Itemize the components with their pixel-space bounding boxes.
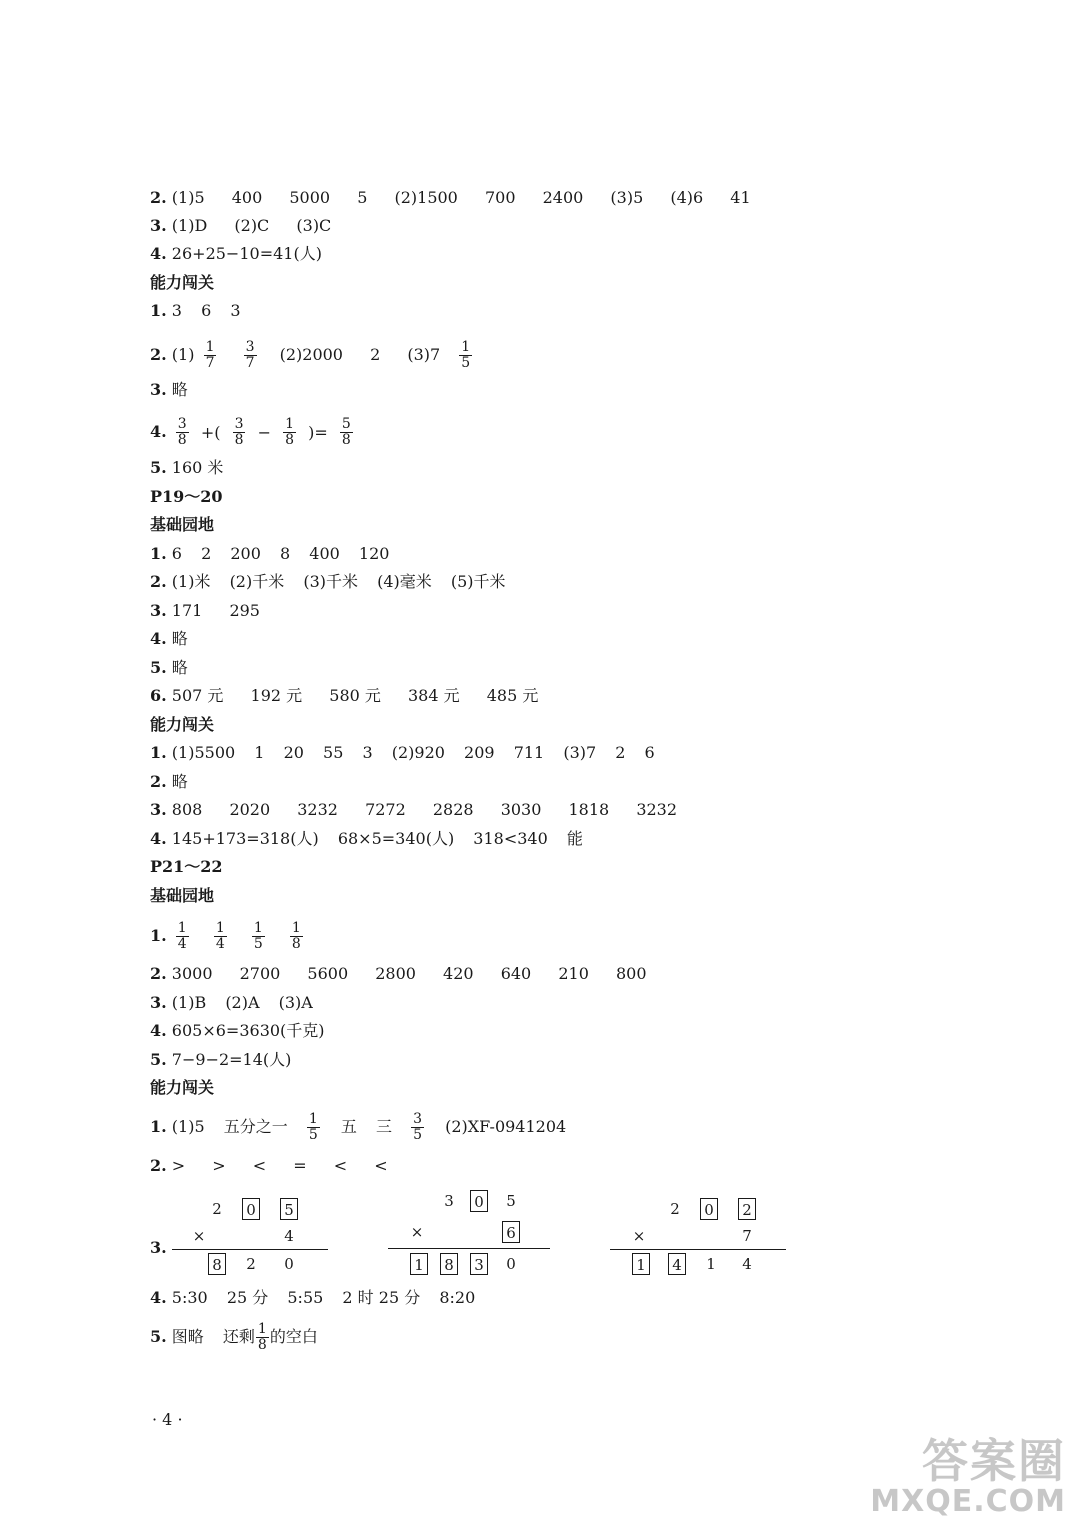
vertical-multiplication xyxy=(172,1192,332,1282)
item-number: 3. xyxy=(150,1238,167,1257)
answer-equation: 145+173=318(人) xyxy=(171,829,319,848)
item-number: 1. xyxy=(150,301,167,320)
boxed-digit: 3 xyxy=(470,1253,488,1275)
fraction xyxy=(283,417,296,448)
answer-value: 3 xyxy=(230,301,241,320)
answer-value: (5)千米 xyxy=(450,572,506,591)
page-range-heading: P21～22 xyxy=(150,857,223,876)
numerator: 1 xyxy=(215,920,225,936)
fraction xyxy=(244,340,257,371)
times-sign: × xyxy=(632,1227,646,1245)
item-number: 6. xyxy=(150,686,167,705)
boxed-digit: 1 xyxy=(410,1253,428,1275)
answer-value: 384 元 xyxy=(408,686,460,705)
operator: +( xyxy=(200,422,221,442)
answer-equation: 605×6=3630(千克) xyxy=(171,1021,325,1040)
answer-value: (2)C xyxy=(234,216,270,235)
answer-line xyxy=(150,338,476,372)
answer-equation: 7−9−2=14(人) xyxy=(171,1050,292,1069)
item-number: 2. xyxy=(150,345,167,364)
answer-comparison: 318<340 xyxy=(473,829,548,848)
digit: 0 xyxy=(284,1255,294,1273)
digit: 1 xyxy=(706,1255,716,1273)
watermark-url: MXQE.COM xyxy=(870,1484,1066,1519)
numerator: 1 xyxy=(257,1321,267,1337)
times-sign: × xyxy=(192,1227,206,1245)
denominator: 8 xyxy=(257,1337,267,1353)
answer-value: 485 元 xyxy=(486,686,539,705)
numerator: 1 xyxy=(308,1111,318,1127)
answer-value: 3 xyxy=(171,301,182,320)
answer-value: 3232 xyxy=(636,800,678,819)
numerator: 5 xyxy=(341,416,351,432)
denominator: 8 xyxy=(177,432,187,448)
answer-value: 400 xyxy=(309,544,340,563)
item-number: 5. xyxy=(150,458,167,477)
boxed-digit: 0 xyxy=(470,1190,488,1212)
item-number: 3. xyxy=(150,380,167,399)
answer-value: 五 xyxy=(340,1117,357,1136)
answer-value: 41 xyxy=(730,188,751,207)
answer-value: 171 xyxy=(171,601,203,620)
answer-equation: 26+25−10=41(人) xyxy=(171,244,322,263)
answer-value: 200 xyxy=(230,544,261,563)
answer-value: (4)6 xyxy=(670,188,704,207)
item-number: 4. xyxy=(150,829,167,848)
comparison-sign: < xyxy=(333,1156,348,1175)
denominator: 5 xyxy=(413,1127,422,1143)
answer-line xyxy=(150,683,560,709)
section-heading: 能力闯关 xyxy=(150,715,215,734)
fraction xyxy=(307,1112,320,1143)
item-number: 3. xyxy=(150,993,167,1012)
answer-value: 8:20 xyxy=(439,1288,476,1307)
section-heading: 基础园地 xyxy=(150,515,215,534)
answer-text: 略 xyxy=(171,380,188,399)
numerator: 1 xyxy=(291,920,301,936)
answer-value: 25 分 xyxy=(226,1288,269,1307)
item-number: 3. xyxy=(150,601,167,620)
answer-value: 580 元 xyxy=(329,686,381,705)
answer-line xyxy=(150,1047,291,1073)
digit: 5 xyxy=(506,1192,516,1210)
answer-value: 5:30 xyxy=(171,1288,208,1307)
answer-value: (1)D xyxy=(171,216,208,235)
digit: 4 xyxy=(284,1227,294,1245)
answer-value: 2 xyxy=(615,743,626,762)
numerator: 1 xyxy=(461,339,471,355)
fraction xyxy=(214,921,227,952)
answer-value: 120 xyxy=(358,544,390,563)
answer-value: (3)7 xyxy=(407,345,441,364)
answer-line xyxy=(150,598,282,624)
answer-value: 五分之一 xyxy=(223,1117,288,1136)
answer-line xyxy=(150,740,669,766)
digit: 2 xyxy=(670,1200,680,1218)
page-range-heading: P19～20 xyxy=(150,487,223,506)
item-number: 4. xyxy=(150,244,167,263)
answer-value: (2)XF-0941204 xyxy=(445,1117,567,1136)
numerator: 3 xyxy=(245,339,255,355)
answer-line xyxy=(150,1285,489,1311)
answer-value: 5600 xyxy=(307,964,349,983)
answer-text: 略 xyxy=(171,658,188,677)
answer-value: (1)米 xyxy=(171,572,211,591)
answer-value: 2828 xyxy=(432,800,474,819)
answer-value: 2700 xyxy=(239,964,281,983)
answer-line xyxy=(150,797,699,823)
answer-line xyxy=(150,990,327,1016)
answer-value: 5 xyxy=(357,188,368,207)
answer-value: 5:55 xyxy=(287,1288,324,1307)
answer-line xyxy=(150,961,669,987)
vertical-multiplication xyxy=(610,1192,790,1282)
answer-text: 略 xyxy=(171,629,188,648)
answer-value: 711 xyxy=(513,743,545,762)
fraction xyxy=(233,417,246,448)
answer-value: (1)5 xyxy=(171,188,205,207)
comparison-sign: > xyxy=(171,1156,186,1175)
section-heading: 基础园地 xyxy=(150,886,215,905)
item-number: 5. xyxy=(150,1050,167,1069)
boxed-digit: 0 xyxy=(700,1198,718,1220)
answer-value: (2)1500 xyxy=(394,188,458,207)
answer-equation: 68×5=340(人) xyxy=(337,829,455,848)
digit: 7 xyxy=(742,1227,752,1245)
answer-line xyxy=(150,377,188,403)
answer-line xyxy=(150,298,255,324)
answer-value: 700 xyxy=(484,188,516,207)
answer-value: (4)毫米 xyxy=(377,572,432,591)
item-number: 4. xyxy=(150,1021,167,1040)
answer-value: 800 xyxy=(615,964,647,983)
fraction xyxy=(252,921,265,952)
answer-value: 2400 xyxy=(542,188,584,207)
answer-value: (2)A xyxy=(225,993,260,1012)
operator: − xyxy=(257,422,271,442)
item-number: 1. xyxy=(150,544,167,563)
answer-value: 2 xyxy=(201,544,212,563)
item-number: 5. xyxy=(150,658,167,677)
page-number: · 4 · xyxy=(152,1410,183,1429)
numerator: 1 xyxy=(253,920,263,936)
item-number: 4. xyxy=(150,422,167,441)
answer-line xyxy=(150,1235,167,1261)
denominator: 7 xyxy=(245,355,255,371)
denominator: 5 xyxy=(308,1127,318,1143)
section-heading: 能力闯关 xyxy=(150,1078,215,1097)
boxed-digit: 8 xyxy=(440,1253,458,1275)
answer-value: 6 xyxy=(171,544,182,563)
item-number: 3. xyxy=(150,216,167,235)
numerator: 1 xyxy=(177,920,187,936)
answer-value: (2)千米 xyxy=(229,572,285,591)
answer-value: (3)7 xyxy=(563,743,597,762)
digit: 3 xyxy=(444,1192,454,1210)
answer-line xyxy=(150,826,597,852)
boxed-digit: 4 xyxy=(668,1253,686,1275)
denominator: 7 xyxy=(205,355,215,371)
answer-line xyxy=(150,1108,566,1146)
answer-value: 2020 xyxy=(229,800,271,819)
denominator: 5 xyxy=(461,355,471,371)
answer-text: 的空白 xyxy=(269,1327,318,1346)
fraction xyxy=(256,1322,269,1353)
comparison-sign: = xyxy=(293,1156,307,1175)
item-number: 2. xyxy=(150,188,167,207)
answer-value: (1) xyxy=(171,345,195,364)
answer-line xyxy=(150,213,353,239)
answer-line xyxy=(150,569,520,595)
answer-line xyxy=(150,1018,325,1044)
answer-line xyxy=(150,655,188,681)
watermark xyxy=(870,1436,1066,1518)
answer-value: (3)5 xyxy=(610,188,644,207)
answer-value: 3000 xyxy=(171,964,213,983)
item-number: 4. xyxy=(150,1288,167,1307)
denominator: 8 xyxy=(341,432,351,448)
answer-text: 略 xyxy=(171,772,188,791)
result-rule xyxy=(172,1249,328,1250)
item-number: 1. xyxy=(150,926,167,945)
item-number: 2. xyxy=(150,572,167,591)
item-number: 1. xyxy=(150,743,167,762)
comparison-sign: > xyxy=(212,1156,226,1175)
answer-value: (1)B xyxy=(171,993,207,1012)
answer-line xyxy=(150,455,223,481)
answer-line xyxy=(150,241,322,267)
item-number: 5. xyxy=(150,1327,167,1346)
denominator: 8 xyxy=(285,432,294,448)
boxed-digit: 0 xyxy=(242,1198,260,1220)
boxed-digit: 5 xyxy=(280,1198,298,1220)
answer-value: 20 xyxy=(283,743,304,762)
answer-value: 209 xyxy=(464,743,495,762)
answer-line xyxy=(150,626,188,652)
item-number: 1. xyxy=(150,1117,167,1136)
answer-value: 三 xyxy=(375,1117,392,1136)
denominator: 8 xyxy=(234,432,244,448)
item-number: 2. xyxy=(150,1156,167,1175)
numerator: 1 xyxy=(205,339,215,355)
answer-value: 295 xyxy=(229,601,260,620)
boxed-digit: 6 xyxy=(502,1221,520,1243)
answer-value: 能 xyxy=(566,829,583,848)
numerator: 3 xyxy=(413,1111,422,1127)
answer-value: 1818 xyxy=(568,800,610,819)
answer-value: 2 xyxy=(370,345,381,364)
answer-value: (2)920 xyxy=(391,743,445,762)
fraction xyxy=(176,417,189,448)
comparison-sign: < xyxy=(252,1156,267,1175)
times-sign: × xyxy=(410,1223,424,1241)
numerator: 3 xyxy=(234,416,244,432)
answer-text: 还剩 xyxy=(222,1327,255,1346)
answer-value: 808 xyxy=(171,800,203,819)
denominator: 8 xyxy=(291,936,301,952)
answer-value: (1)5 xyxy=(171,1117,205,1136)
answer-value: 6 xyxy=(201,301,212,320)
numerator: 1 xyxy=(285,416,294,432)
fraction xyxy=(290,921,303,952)
denominator: 4 xyxy=(215,936,225,952)
item-number: 3. xyxy=(150,800,167,819)
answer-value: (3)A xyxy=(278,993,313,1012)
answer-line xyxy=(150,1153,410,1179)
answer-value: (3)C xyxy=(296,216,332,235)
denominator: 4 xyxy=(177,936,187,952)
answer-value: 5000 xyxy=(289,188,331,207)
answer-value: 3232 xyxy=(297,800,338,819)
answer-line xyxy=(150,413,357,451)
boxed-digit: 8 xyxy=(208,1253,226,1275)
watermark-title: 答案圈 xyxy=(922,1434,1066,1488)
answer-value: (1)5500 xyxy=(171,743,236,762)
answer-value: (3)千米 xyxy=(303,572,358,591)
numerator: 3 xyxy=(177,416,187,432)
answer-value: 7272 xyxy=(365,800,406,819)
fraction xyxy=(411,1112,424,1143)
item-number: 2. xyxy=(150,772,167,791)
comparison-sign: < xyxy=(374,1156,388,1175)
fraction xyxy=(340,417,353,448)
answer-line xyxy=(150,185,773,211)
answer-value: 3 xyxy=(362,743,373,762)
item-number: 2. xyxy=(150,964,167,983)
digit: 4 xyxy=(742,1255,752,1273)
operator: )= xyxy=(308,422,328,442)
answer-value: 640 xyxy=(500,964,532,983)
digit: 2 xyxy=(212,1200,222,1218)
denominator: 5 xyxy=(253,936,263,952)
answer-line xyxy=(150,1318,318,1356)
boxed-digit: 1 xyxy=(632,1253,650,1275)
answer-value: 1 xyxy=(254,743,265,762)
answer-line xyxy=(150,769,188,795)
answer-value: 420 xyxy=(443,964,474,983)
answer-value: (2)2000 xyxy=(279,345,343,364)
boxed-digit: 2 xyxy=(738,1198,756,1220)
answer-value: 6 xyxy=(644,743,655,762)
answer-line xyxy=(150,541,403,567)
vertical-multiplication xyxy=(388,1185,553,1281)
result-rule xyxy=(610,1249,786,1250)
answer-value: 2 时 25 分 xyxy=(342,1288,421,1307)
item-number: 4. xyxy=(150,629,167,648)
answer-value: 192 元 xyxy=(250,686,303,705)
fraction xyxy=(204,340,217,371)
section-heading: 能力闯关 xyxy=(150,273,215,292)
answer-value: 507 元 xyxy=(171,686,224,705)
digit: 2 xyxy=(246,1255,256,1273)
fraction xyxy=(459,340,472,371)
answer-value: 400 xyxy=(231,188,263,207)
answer-text: 图略 xyxy=(171,1327,204,1346)
answer-text: 160 米 xyxy=(171,458,224,477)
result-rule xyxy=(388,1248,550,1249)
answer-value: 8 xyxy=(280,544,291,563)
answer-value: 55 xyxy=(323,743,344,762)
answer-line xyxy=(150,917,307,955)
answer-value: 2800 xyxy=(375,964,416,983)
digit: 0 xyxy=(506,1255,516,1273)
answer-value: 210 xyxy=(558,964,589,983)
fraction xyxy=(176,921,189,952)
answer-value: 3030 xyxy=(500,800,542,819)
